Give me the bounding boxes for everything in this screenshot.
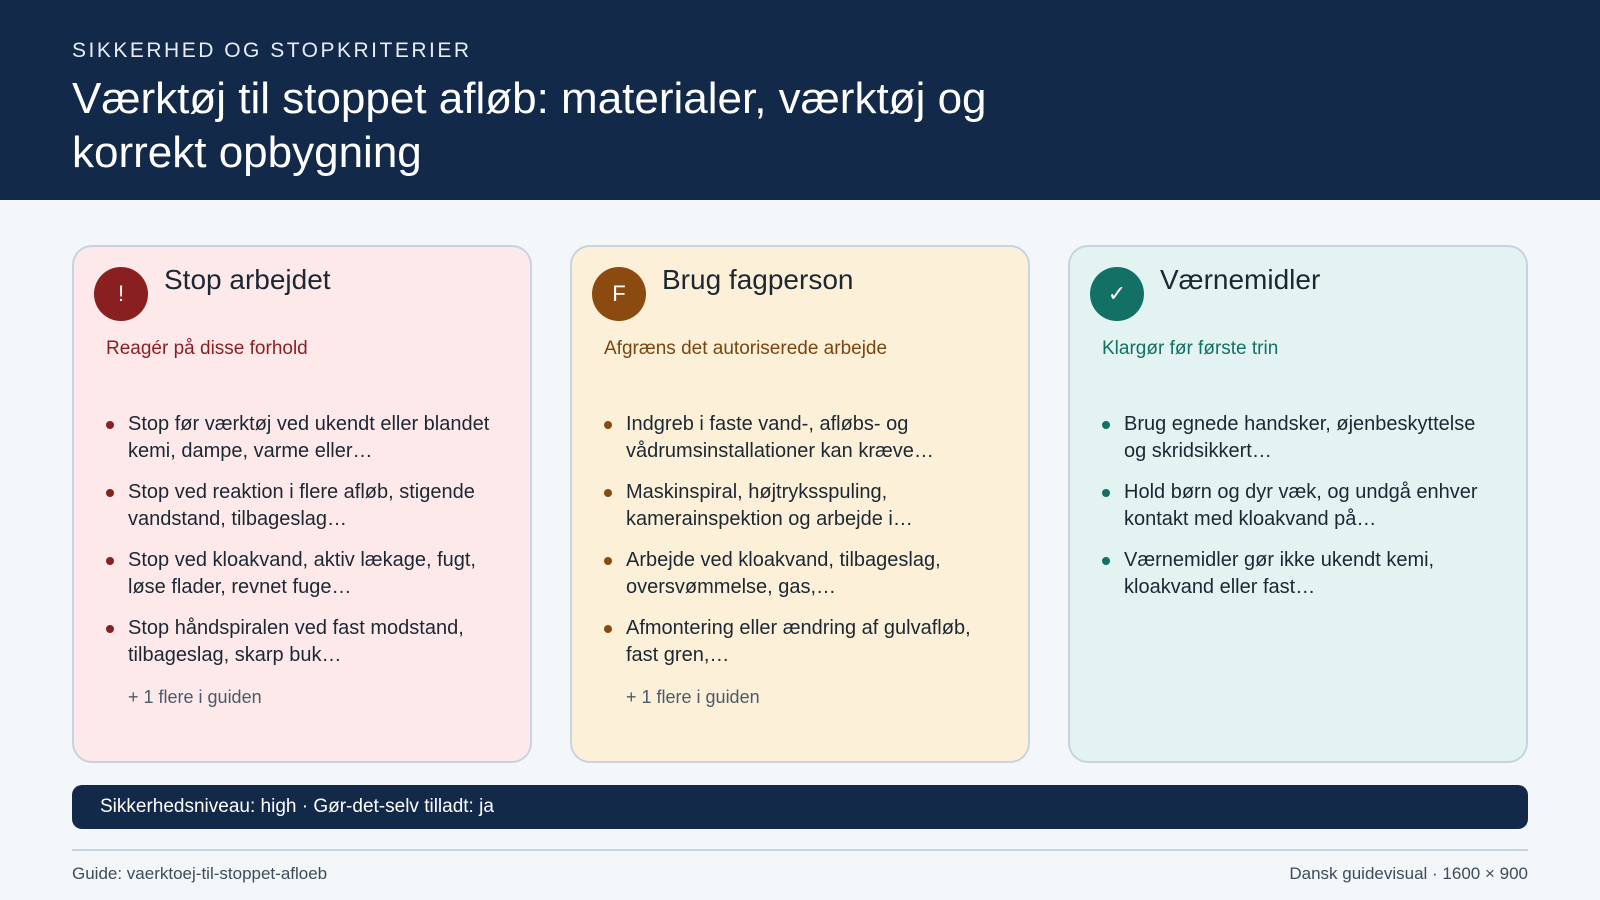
- list-item: Stop før værktøj ved ukendt eller blandet kemi, dampe, varme eller…: [106, 411, 500, 465]
- warning-icon: !: [94, 267, 148, 321]
- list-item: Værnemidler gør ikke ukendt kemi, kloakvand eller fast…: [1102, 547, 1496, 601]
- footer-guide-id: Guide: vaerktoej-til-stoppet-afloeb: [72, 864, 328, 883]
- card-subtitle: Klargør før første trin: [1102, 338, 1279, 359]
- safety-status-bar: Sikkerhedsniveau: high · Gør-det-selv tilladt: ja: [72, 785, 1528, 829]
- page-title: Værktøj til stoppet afløb: materialer, værktøj og korrekt opbygning: [72, 74, 987, 177]
- footer-divider: [72, 849, 1528, 851]
- page-header: [0, 0, 1600, 200]
- card-title: Brug fagperson: [662, 264, 854, 295]
- list-item: Indgreb i faste vand-, afløbs- og vådrumsinstallationer kan kræve…: [604, 411, 998, 465]
- footer-visual-info: Dansk guidevisual · 1600 × 900: [1289, 864, 1528, 883]
- card-row: [72, 245, 1528, 763]
- card-list: [604, 411, 998, 683]
- card-list: [106, 411, 500, 683]
- list-item: Hold børn og dyr væk, og undgå enhver kontakt med kloakvand på…: [1102, 479, 1496, 533]
- list-item: Arbejde ved kloakvand, tilbageslag, oversvømmelse, gas,…: [604, 547, 998, 601]
- card-subtitle: Reagér på disse forhold: [106, 338, 308, 359]
- card-title: Værnemidler: [1160, 264, 1321, 295]
- card-stop-work: [72, 245, 532, 763]
- more-in-guide-link[interactable]: + 1 flere i guiden: [128, 687, 262, 707]
- list-item: Stop ved kloakvand, aktiv lækage, fugt, løse flader, revnet fuge…: [106, 547, 500, 601]
- card-list: [1102, 411, 1496, 615]
- list-item: Brug egnede handsker, øjenbeskyttelse og skridsikkert…: [1102, 411, 1496, 465]
- more-in-guide-link[interactable]: + 1 flere i guiden: [626, 687, 760, 707]
- list-item: Afmontering eller ændring af gulvafløb, fast gren,…: [604, 615, 998, 669]
- section-eyebrow: SIKKERHED OG STOPKRITERIER: [72, 39, 472, 62]
- card-use-professional: [570, 245, 1030, 763]
- list-item: Stop ved reaktion i flere afløb, stigende vandstand, tilbageslag…: [106, 479, 500, 533]
- list-item: Maskinspiral, højtryksspuling, kamerainspektion og arbejde i…: [604, 479, 998, 533]
- card-subtitle: Afgræns det autoriserede arbejde: [604, 338, 888, 359]
- checkmark-icon: ✓: [1090, 267, 1144, 321]
- list-item: Stop håndspiralen ved fast modstand, tilbageslag, skarp buk…: [106, 615, 500, 669]
- card-title: Stop arbejdet: [164, 264, 331, 295]
- professional-icon: F: [592, 267, 646, 321]
- card-protective-equipment: [1068, 245, 1528, 763]
